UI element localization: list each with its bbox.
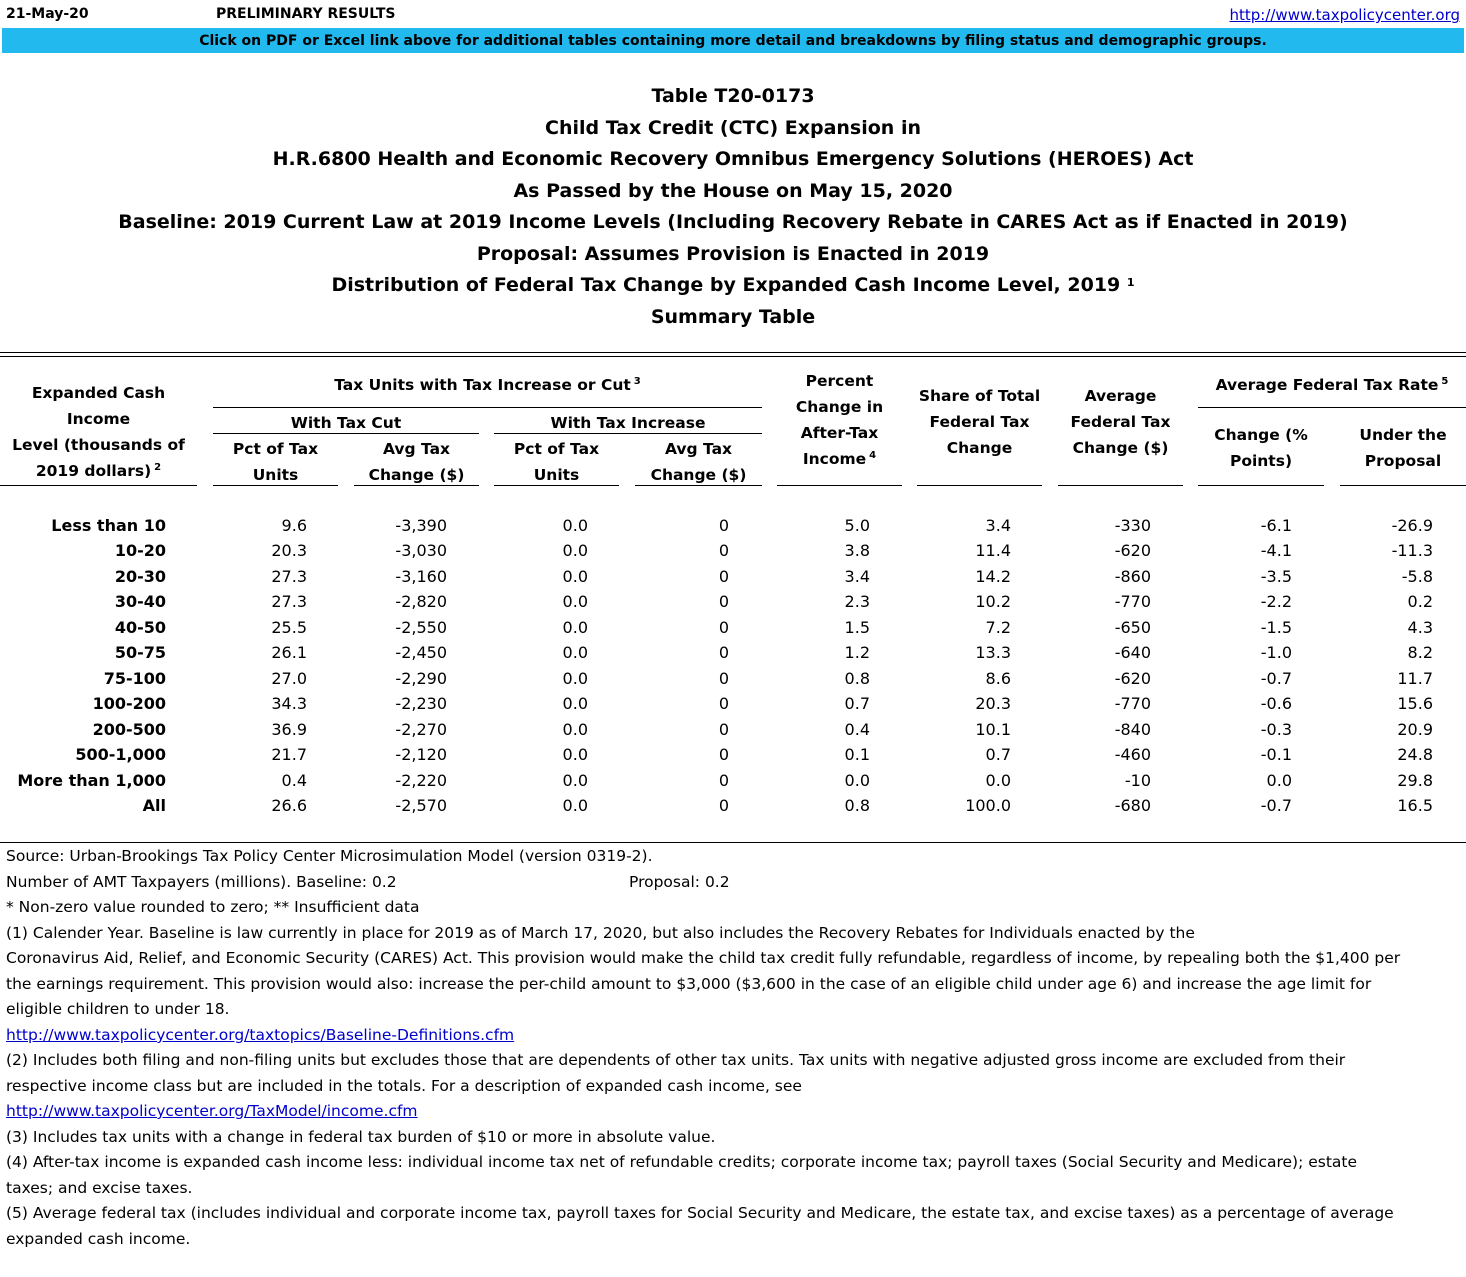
inc-pct-cell: 0.0 xyxy=(562,795,588,815)
col-underline xyxy=(213,485,338,486)
income-level-cell: 500-1,000 xyxy=(75,745,166,765)
income-definition-link[interactable]: http://www.taxpolicycenter.org/TaxModel/income.cfm xyxy=(6,1102,418,1120)
col-underline xyxy=(1340,485,1466,486)
income-level-cell: 40-50 xyxy=(114,617,166,637)
rate-underline xyxy=(1198,407,1466,408)
income-level-cell: More than 1,000 xyxy=(17,770,166,790)
income-level-cell: 20-30 xyxy=(114,566,166,586)
cut-pct-cell: 0.4 xyxy=(281,770,307,790)
pct-change-cell: 0.4 xyxy=(844,719,870,739)
rate-under-cell: 8.2 xyxy=(1407,643,1433,663)
footnote-1c: the earnings requirement. This provision would also: increase the per-child amount to $3,000 ($3,600 in the case of an eligible child under age 6) and increase the age limit for xyxy=(6,975,1372,993)
inc-avg-cell: 0 xyxy=(718,566,729,586)
avg-change-cell: -620 xyxy=(1114,541,1151,561)
income-level-cell: 200-500 xyxy=(92,719,166,739)
rate-under-cell: 11.7 xyxy=(1397,668,1433,688)
share-cell: 8.6 xyxy=(985,668,1011,688)
rate-under-cell: 29.8 xyxy=(1397,770,1433,790)
with-cut-header: With Tax Cut xyxy=(290,414,402,432)
col-underline xyxy=(777,485,902,486)
cut-avg-cell: -2,550 xyxy=(395,617,447,637)
inc-pct-cell: 0.0 xyxy=(562,516,588,535)
rate-under-cell: -11.3 xyxy=(1391,541,1433,561)
status-label: PRELIMINARY RESULTS xyxy=(216,6,396,22)
baseline-desc: Baseline: 2019 Current Law at 2019 Income Levels (Including Recovery Rebate in CARES Act as if Enacted in 2019) xyxy=(118,211,1348,233)
col-underline xyxy=(635,485,762,486)
pct-change-cell: 3.4 xyxy=(844,566,870,586)
inc-pct-cell: 0.0 xyxy=(562,592,588,612)
baseline-definitions-link[interactable]: http://www.taxpolicycenter.org/taxtopics/Baseline-Definitions.cfm xyxy=(6,1026,515,1044)
source-note: Source: Urban-Brookings Tax Policy Center Microsimulation Model (version 0319-2). xyxy=(6,847,653,865)
income-level-cell: 100-200 xyxy=(92,694,166,714)
table-row xyxy=(0,793,1466,818)
income-level-cell: 75-100 xyxy=(103,668,166,688)
cut-avg-header: Avg Tax Change ($) xyxy=(368,440,465,484)
rate-header: Average Federal Tax Rate $^5$ xyxy=(1215,376,1449,394)
table-id: Table T20-0173 xyxy=(651,85,815,107)
cut-pct-cell: 26.1 xyxy=(271,643,307,663)
tax-units-header: Tax Units with Tax Increase or Cut $^3$ xyxy=(334,376,641,394)
table-row xyxy=(0,768,1466,793)
cut-avg-cell: -3,030 xyxy=(395,541,447,561)
inc-avg-cell: 0 xyxy=(718,617,729,637)
rate-change-cell: -0.7 xyxy=(1260,795,1292,815)
rate-under-cell: 0.2 xyxy=(1407,592,1433,612)
pct-change-cell: 0.8 xyxy=(844,795,870,815)
rate-change-cell: -0.6 xyxy=(1260,694,1292,714)
pct-change-cell: 2.3 xyxy=(844,592,870,612)
share-cell: 11.4 xyxy=(975,541,1011,561)
cut-pct-cell: 25.5 xyxy=(271,617,307,637)
cut-avg-cell: -2,570 xyxy=(395,795,447,815)
cut-avg-cell: -2,230 xyxy=(395,694,447,714)
inc-pct-cell: 0.0 xyxy=(562,668,588,688)
inc-avg-cell: 0 xyxy=(718,694,729,714)
with-increase-header: With Tax Increase xyxy=(550,414,706,432)
inc-pct-cell: 0.0 xyxy=(562,617,588,637)
inc-pct-cell: 0.0 xyxy=(562,719,588,739)
table-row xyxy=(0,615,1466,640)
info-banner: Click on PDF or Excel link above for additional tables containing more detail and breakdowns by filing status and demographic groups. xyxy=(2,28,1464,53)
inc-avg-cell: 0 xyxy=(718,541,729,561)
col-underline xyxy=(494,485,619,486)
with-increase-underline xyxy=(494,433,762,434)
table-row xyxy=(0,564,1466,589)
footnote-1b: Coronavirus Aid, Relief, and Economic Security (CARES) Act. This provision would make the child tax credit fully refundable, regardless of income, by repealing both the $1,400 per xyxy=(6,949,1401,967)
income-level-cell: 30-40 xyxy=(114,592,166,612)
cut-pct-cell: 26.6 xyxy=(271,795,307,815)
legend-note: * Non-zero value rounded to zero; ** Insufficient data xyxy=(6,898,420,916)
avg-change-cell: -640 xyxy=(1114,643,1151,663)
inc-pct-header: Pct of Tax Units xyxy=(513,440,600,484)
inc-avg-header: Avg Tax Change ($) xyxy=(650,440,747,484)
avg-change-cell: -680 xyxy=(1114,795,1151,815)
rate-change-cell: -3.5 xyxy=(1260,566,1292,586)
income-header: Expanded Cash Income Level (thousands of 2019 dollars) $^2$ xyxy=(12,384,185,480)
pct-change-cell: 0.0 xyxy=(844,770,870,790)
pct-change-cell: 1.5 xyxy=(844,617,870,637)
distribution-title: Distribution of Federal Tax Change by Expanded Cash Income Level, 2019 $^1$ xyxy=(331,274,1135,296)
report-date: 21-May-20 xyxy=(6,6,89,22)
header-rule-top-2 xyxy=(0,356,1466,357)
inc-pct-cell: 0.0 xyxy=(562,745,588,765)
avg-change-cell: -330 xyxy=(1114,516,1151,535)
cut-pct-cell: 27.3 xyxy=(271,592,307,612)
cut-avg-cell: -3,160 xyxy=(395,566,447,586)
avg-change-cell: -860 xyxy=(1114,566,1151,586)
rate-under-cell: -5.8 xyxy=(1401,566,1433,586)
avg-fed-change-header: Average Federal Tax Change ($) xyxy=(1070,387,1171,457)
cut-avg-cell: -2,820 xyxy=(395,592,447,612)
income-level-cell: All xyxy=(142,795,166,815)
share-cell: 10.1 xyxy=(975,719,1011,739)
rate-under-header: Under the Proposal xyxy=(1359,426,1447,470)
pct-change-cell: 0.7 xyxy=(844,694,870,714)
rate-under-cell: -26.9 xyxy=(1391,516,1433,535)
pct-change-cell: 0.8 xyxy=(844,668,870,688)
inc-avg-cell: 0 xyxy=(718,668,729,688)
footnote-4a: (4) After-tax income is expanded cash income less: individual income tax net of refundable credits; corporate income tax; payroll taxes (Social Security and Medicare); estate xyxy=(6,1153,1358,1171)
cut-pct-header: Pct of Tax Units xyxy=(232,440,319,484)
pct-change-header: Percent Change in After-Tax Income $^4$ xyxy=(795,372,884,468)
avg-change-cell: -840 xyxy=(1114,719,1151,739)
table-title: Child Tax Credit (CTC) Expansion in xyxy=(545,116,921,139)
amt-note: Number of AMT Taxpayers (millions). Baseline: 0.2 xyxy=(6,873,397,891)
avg-change-cell: -770 xyxy=(1114,592,1151,612)
proposal-desc: Proposal: Assumes Provision is Enacted in 2019 xyxy=(476,242,990,265)
cut-avg-cell: -2,220 xyxy=(395,770,447,790)
inc-pct-cell: 0.0 xyxy=(562,770,588,790)
rate-change-cell: -2.2 xyxy=(1260,592,1292,612)
header-rule-top xyxy=(0,352,1466,353)
cut-pct-cell: 34.3 xyxy=(271,694,307,714)
rate-change-cell: -0.3 xyxy=(1260,719,1292,739)
footnote-1d: eligible children to under 18. xyxy=(6,1000,230,1018)
cut-pct-cell: 9.6 xyxy=(281,516,307,535)
with-cut-underline xyxy=(213,433,479,434)
inc-pct-cell: 0.0 xyxy=(562,566,588,586)
pct-change-cell: 1.2 xyxy=(844,643,870,663)
passage-date: As Passed by the House on May 15, 2020 xyxy=(513,179,953,202)
col-underline xyxy=(354,485,479,486)
inc-avg-cell: 0 xyxy=(718,745,729,765)
inc-avg-cell: 0 xyxy=(718,592,729,612)
pct-change-cell: 5.0 xyxy=(844,516,870,535)
cut-pct-cell: 20.3 xyxy=(271,541,307,561)
header-link[interactable]: http://www.taxpolicycenter.org xyxy=(1229,6,1460,24)
col-underline xyxy=(1058,485,1183,486)
table-row xyxy=(0,666,1466,691)
share-cell: 10.2 xyxy=(975,592,1011,612)
summary-label: Summary Table xyxy=(650,305,816,328)
rate-change-cell: -0.7 xyxy=(1260,668,1292,688)
footnote-5a: (5) Average federal tax (includes individual and corporate income tax, payroll taxes for Social Security and Medicare, the estate tax, and excise taxes) as a percentage of average xyxy=(6,1204,1394,1222)
income-level-cell: 50-75 xyxy=(114,643,166,663)
inc-avg-cell: 0 xyxy=(718,795,729,815)
footnote-2b: respective income class but are included in the totals. For a description of expanded cash income, see xyxy=(6,1077,802,1095)
footnote-5b: expanded cash income. xyxy=(6,1230,191,1248)
tax-units-underline xyxy=(213,407,762,408)
col-underline xyxy=(1198,485,1324,486)
cut-avg-cell: -2,290 xyxy=(395,668,447,688)
avg-change-cell: -650 xyxy=(1114,617,1151,637)
rate-change-cell: -1.0 xyxy=(1260,643,1292,663)
footnote-1a: (1) Calender Year. Baseline is law currently in place for 2019 as of March 17, 2020, but also includes the Recovery Rebates for Individuals enacted by the xyxy=(6,924,1195,942)
cut-pct-cell: 21.7 xyxy=(271,745,307,765)
rate-change-cell: 0.0 xyxy=(1266,770,1292,790)
cut-avg-cell: -2,120 xyxy=(395,745,447,765)
avg-change-cell: -460 xyxy=(1114,745,1151,765)
avg-change-cell: -10 xyxy=(1124,770,1151,790)
table-row xyxy=(0,691,1466,716)
rate-change-cell: -0.1 xyxy=(1260,745,1292,765)
avg-change-cell: -770 xyxy=(1114,694,1151,714)
title-block xyxy=(0,82,1466,334)
amt-proposal-note: Proposal: 0.2 xyxy=(629,873,730,891)
rate-under-cell: 15.6 xyxy=(1397,694,1433,714)
rate-under-cell: 20.9 xyxy=(1397,719,1433,739)
rate-change-header: Change (% Points) xyxy=(1214,426,1308,470)
inc-avg-cell: 0 xyxy=(718,516,729,535)
share-cell: 0.0 xyxy=(985,770,1011,790)
rate-under-cell: 24.8 xyxy=(1397,745,1433,765)
share-cell: 14.2 xyxy=(975,566,1011,586)
table-row xyxy=(0,640,1466,665)
rate-change-cell: -6.1 xyxy=(1260,516,1292,535)
share-cell: 20.3 xyxy=(975,694,1011,714)
rate-under-cell: 4.3 xyxy=(1407,617,1433,637)
share-cell: 7.2 xyxy=(985,617,1011,637)
table-row xyxy=(0,589,1466,614)
income-level-cell: 10-20 xyxy=(114,541,166,561)
inc-avg-cell: 0 xyxy=(718,719,729,739)
cut-avg-cell: -3,390 xyxy=(395,516,447,535)
income-level-cell: Less than 10 xyxy=(51,516,166,535)
table-row xyxy=(0,717,1466,742)
rate-under-cell: 16.5 xyxy=(1397,795,1433,815)
share-cell: 13.3 xyxy=(975,643,1011,663)
table-bottom-rule xyxy=(0,842,1466,843)
rate-change-cell: -1.5 xyxy=(1260,617,1292,637)
table-row xyxy=(0,513,1466,538)
share-cell: 100.0 xyxy=(965,795,1011,815)
inc-pct-cell: 0.0 xyxy=(562,643,588,663)
share-cell: 3.4 xyxy=(985,516,1011,535)
bill-name: H.R.6800 Health and Economic Recovery Omnibus Emergency Solutions (HEROES) Act xyxy=(272,148,1194,170)
inc-pct-cell: 0.0 xyxy=(562,694,588,714)
inc-pct-cell: 0.0 xyxy=(562,541,588,561)
footnote-2a: (2) Includes both filing and non-filing units but excludes those that are dependents of other tax units. Tax units with negative adjusted gross income are excluded from their xyxy=(6,1051,1346,1069)
footnote-4b: taxes; and excise taxes. xyxy=(6,1179,193,1197)
share-header: Share of Total Federal Tax Change xyxy=(918,387,1041,457)
col-underline xyxy=(0,485,197,486)
pct-change-cell: 3.8 xyxy=(844,541,870,561)
share-cell: 0.7 xyxy=(985,745,1011,765)
footnote-3: (3) Includes tax units with a change in federal tax burden of $10 or more in absolute value. xyxy=(6,1128,716,1146)
table-row xyxy=(0,538,1466,563)
cut-avg-cell: -2,270 xyxy=(395,719,447,739)
inc-avg-cell: 0 xyxy=(718,770,729,790)
avg-change-cell: -620 xyxy=(1114,668,1151,688)
pct-change-cell: 0.1 xyxy=(844,745,870,765)
table-row xyxy=(0,742,1466,767)
inc-avg-cell: 0 xyxy=(718,643,729,663)
cut-avg-cell: -2,450 xyxy=(395,643,447,663)
cut-pct-cell: 27.3 xyxy=(271,566,307,586)
col-underline xyxy=(917,485,1042,486)
cut-pct-cell: 27.0 xyxy=(271,668,307,688)
cut-pct-cell: 36.9 xyxy=(271,719,307,739)
rate-change-cell: -4.1 xyxy=(1260,541,1292,561)
